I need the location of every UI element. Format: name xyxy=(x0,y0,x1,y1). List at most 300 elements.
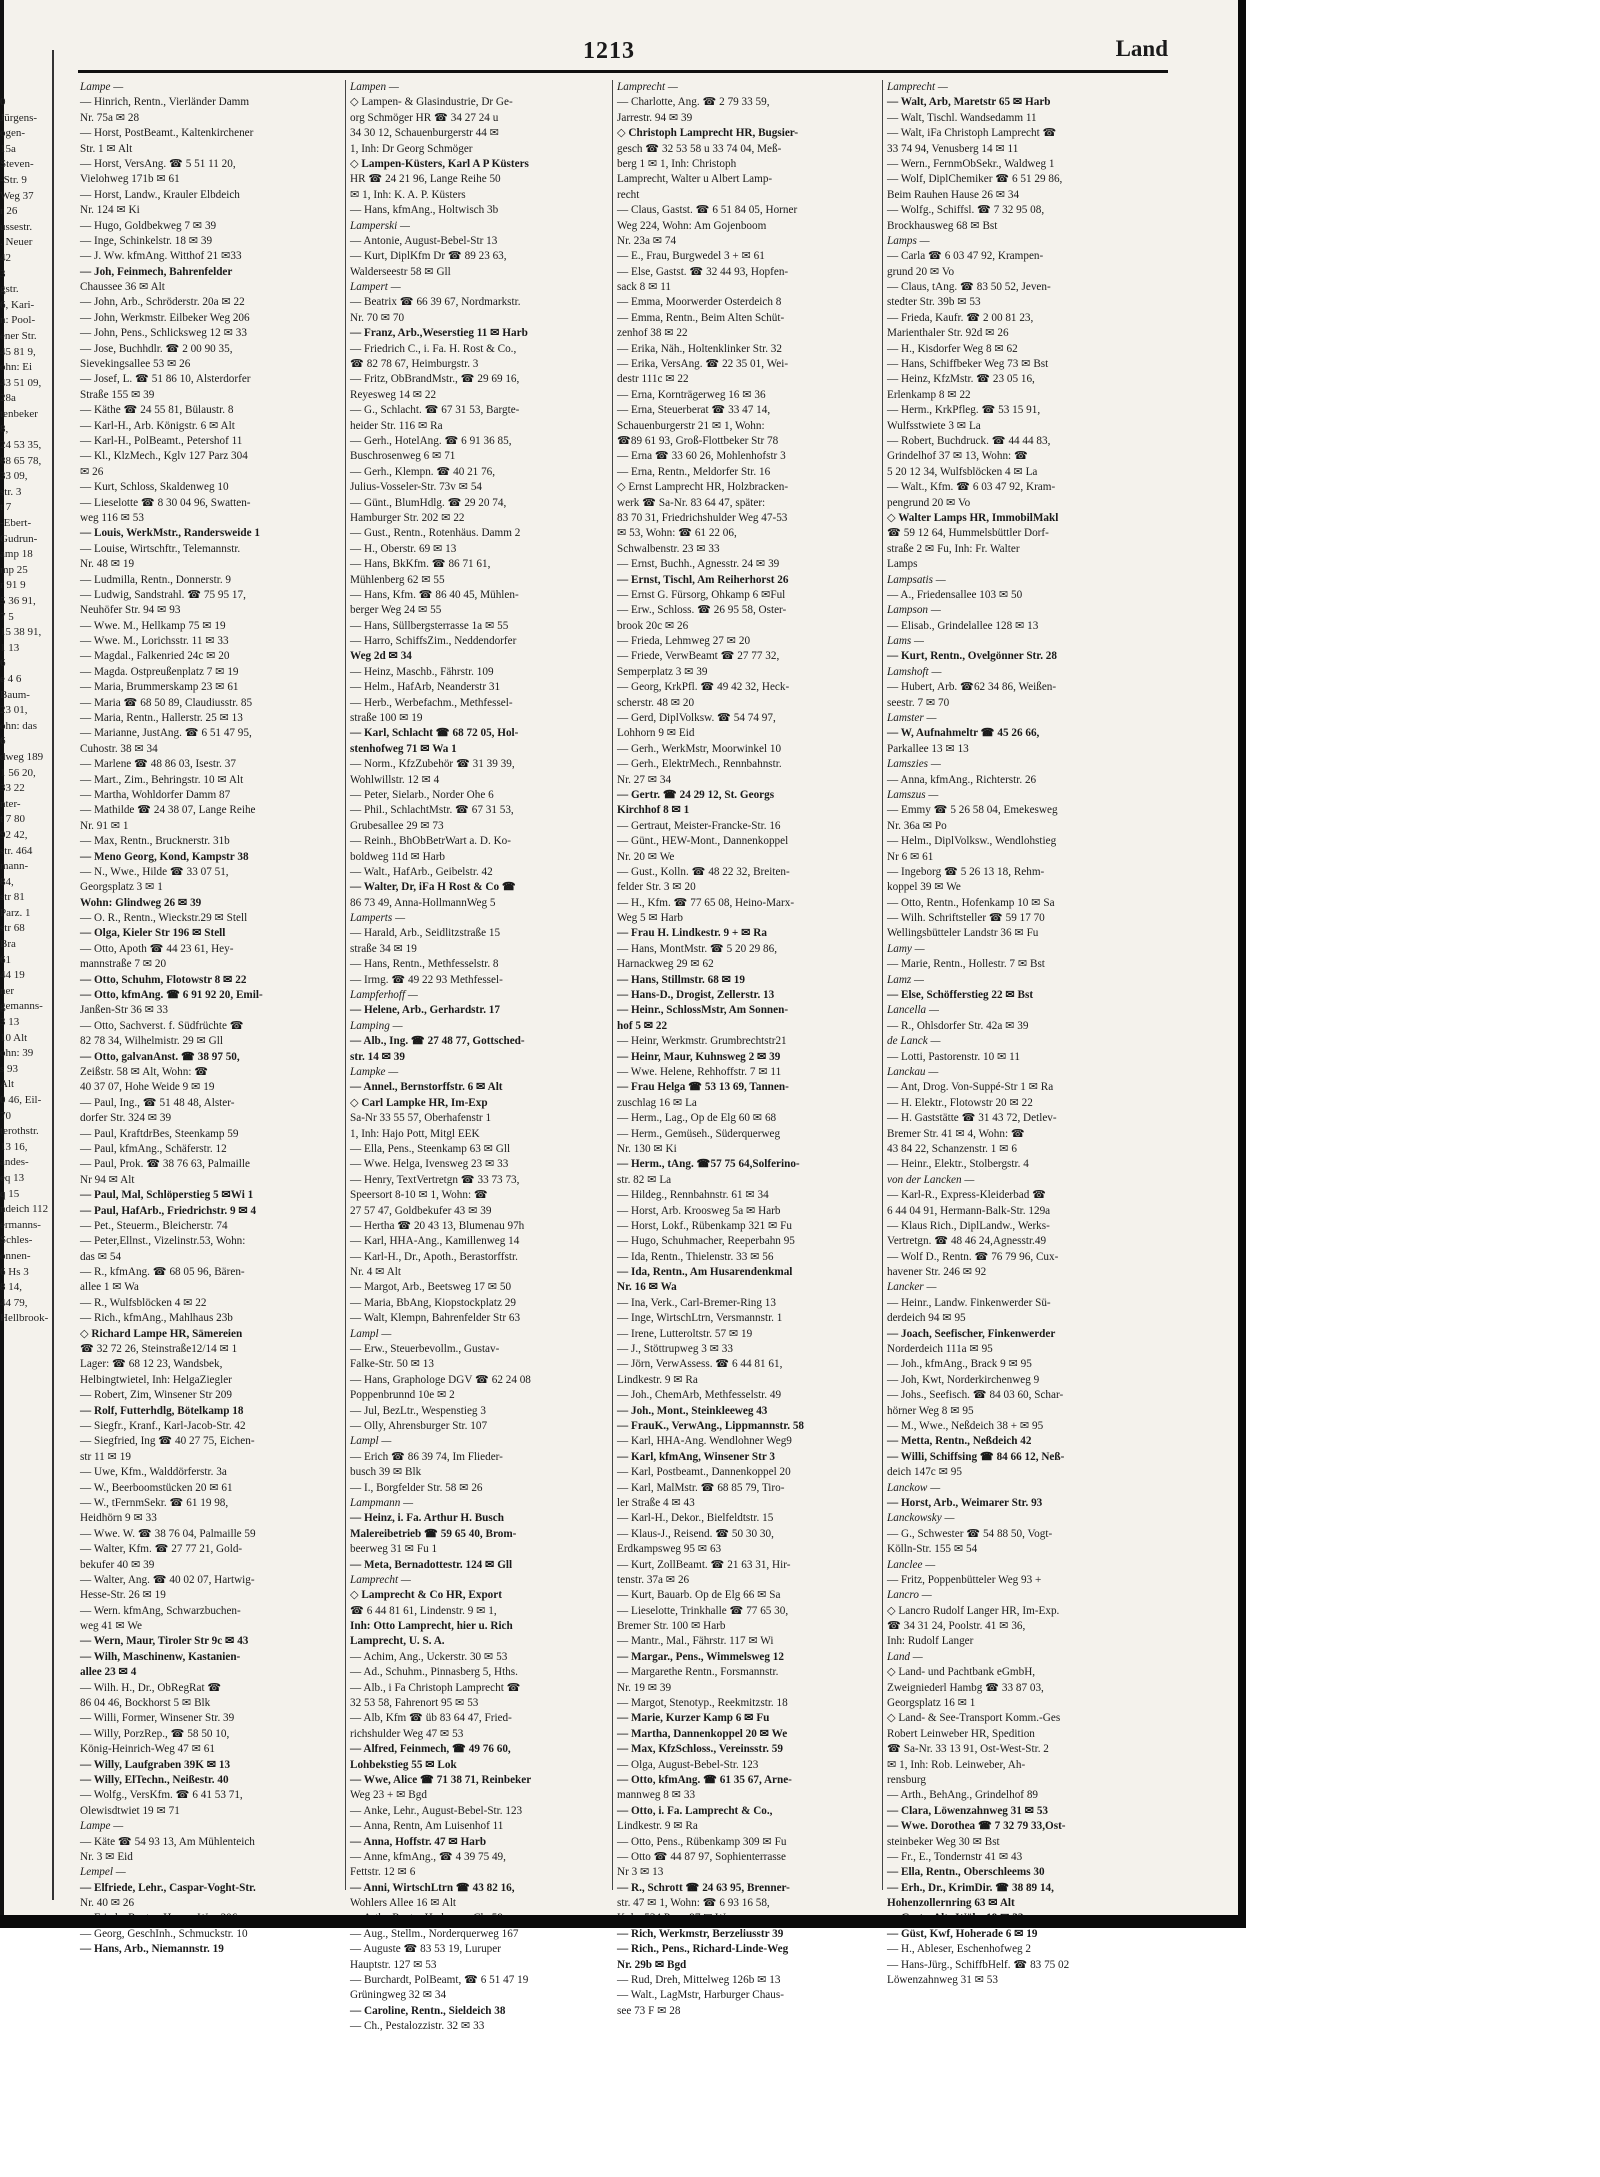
adjacent-fragment: Weg 37 xyxy=(0,189,34,202)
adjacent-fragment: 1 13 xyxy=(0,641,20,654)
directory-entry: — Wwe. M., Hellkamp 75 ✉ 19 xyxy=(80,619,226,632)
surname-heading: Lamszies — xyxy=(887,758,941,771)
directory-entry: — Anna, Hoffstr. 47 ✉ Harb xyxy=(350,1835,487,1848)
directory-entry: — Günt., BlumHdlg. ☎ 29 20 74, xyxy=(350,496,507,509)
directory-entry: — Harald, Arb., Seidlitzstraße 15 xyxy=(350,927,501,940)
directory-entry: koppel 39 ✉ We xyxy=(887,881,961,894)
directory-entry: — Auguste ☎ 83 53 19, Luruper xyxy=(350,1943,501,1956)
adjacent-fragment: 70 xyxy=(0,1109,11,1122)
directory-entry: — Margot, Stenotyp., Reekmitzstr. 18 xyxy=(617,1697,788,1710)
directory-entry: — Joach, Seefischer, Finkenwerder xyxy=(887,1327,1056,1340)
directory-entry: — Hans-Jürg., SchiffbHelf. ☎ 83 75 02 xyxy=(887,1958,1070,1971)
directory-entry: Neuhöfer Str. 94 ✉ 93 xyxy=(80,604,181,617)
directory-entry: — Hans, Kfm. ☎ 86 40 45, Mühlen- xyxy=(350,588,519,601)
directory-entry: — Olga, Kieler Str 196 ✉ Stell xyxy=(80,927,226,940)
directory-entry: — Irmg. ☎ 49 22 93 Methfessel- xyxy=(350,973,503,986)
directory-entry: — Marie, Rentn., Hollestr. 7 ✉ Bst xyxy=(887,958,1045,971)
directory-entry: — Ludmilla, Rentn., Donnerstr. 9 xyxy=(80,573,232,586)
directory-entry: Nr 3 ✉ 13 xyxy=(617,1866,664,1879)
directory-entry: — Horst, Arb., Weimarer Str. 93 xyxy=(887,1496,1043,1509)
surname-heading: von der Lancken — xyxy=(887,1173,975,1186)
directory-entry: — Wwe. Helene, Rehhoffstr. 7 ✉ 11 xyxy=(617,1066,782,1078)
directory-entry: bekufer 40 ✉ 39 xyxy=(80,1558,155,1571)
directory-entry: — Heinz, KfzMstr. ☎ 23 05 16, xyxy=(887,373,1035,386)
scan-border-right xyxy=(1238,0,1246,1928)
surname-heading: Lanckowsky — xyxy=(887,1512,955,1525)
directory-entry: Kirchhof 8 ✉ 1 xyxy=(617,804,690,817)
directory-entry: — Annel., Bernstorffstr. 6 ✉ Alt xyxy=(350,1081,503,1094)
directory-entry: — Erna ☎ 33 60 26, Mohlenhofstr 3 xyxy=(617,450,786,463)
directory-entry: Poppenbrunnd 10e ✉ 2 xyxy=(350,1389,455,1402)
directory-entry: Nr. 48 ✉ 19 xyxy=(80,558,135,571)
directory-entry: Sievekingsallee 53 ✉ 26 xyxy=(80,358,191,371)
surname-heading: Lampson — xyxy=(887,604,941,617)
directory-entry: 1, Inh: Dr Georg Schmöger xyxy=(350,142,473,155)
directory-entry: — Magda. Ostpreußenplatz 7 ✉ 19 xyxy=(80,665,239,678)
directory-entry: — Ida, Rentn., Am Husarendenkmal xyxy=(617,1266,793,1279)
adjacent-fragment: 1 56 20, xyxy=(0,766,36,779)
surname-heading: Lamps — xyxy=(887,234,930,247)
directory-entry: — Wolf D., Rentn. ☎ 76 79 96, Cux- xyxy=(887,1250,1059,1263)
surname-heading: Lamz — xyxy=(887,973,924,986)
adjacent-fragment: q 15 xyxy=(0,1187,20,1200)
directory-entry: deich 147c ✉ 95 xyxy=(887,1466,962,1479)
directory-entry: — Heinz, Maschb., Fährstr. 109 xyxy=(350,665,494,678)
directory-entry: — Karl-H., PolBeamt., Petershof 11 xyxy=(80,434,243,447)
directory-entry: — Willi, Former, Winsener Str. 39 xyxy=(80,1712,235,1725)
directory-entry: — Peter,Ellnst., Vizelinstr.53, Wohn: xyxy=(80,1235,246,1248)
directory-entry: Nr. 23a ✉ 74 xyxy=(617,234,677,247)
directory-entry: — Olga, August-Bebel-Str. 123 xyxy=(617,1758,759,1771)
directory-entry: zuschlag 16 ✉ La xyxy=(617,1096,697,1109)
directory-entry: — Claus, tAng. ☎ 83 50 52, Jeven- xyxy=(887,281,1051,294)
directory-entry: — Johs., Seefisch. ☎ 84 03 60, Schar- xyxy=(887,1389,1064,1402)
directory-entry: — Erh., Dr., KrimDir. ☎ 38 89 14, xyxy=(887,1881,1054,1894)
adjacent-fragment: str 81 xyxy=(0,891,25,904)
directory-entry: — Meta, Bernadottestr. 124 ✉ Gll xyxy=(350,1558,513,1571)
directory-entry: — Gerh., HotelAng. ☎ 6 91 36 85, xyxy=(350,434,512,447)
directory-entry: Lamprecht, Walter u Albert Lamp- xyxy=(617,173,773,186)
directory-entry: Schauenburgerstr 21 ✉ 1, Wohn: xyxy=(617,419,765,432)
directory-entry: — Beatrix ☎ 66 39 67, Nordmarkstr. xyxy=(350,296,521,309)
directory-entry: — Carla ☎ 6 03 47 92, Krampen- xyxy=(887,250,1044,263)
directory-entry: — Jul, BezLtr., Wespenstieg 3 xyxy=(350,1404,486,1417)
directory-entry: — Ida, Rentn., Thielenstr. 33 ✉ 56 xyxy=(617,1250,774,1263)
directory-entry: — Herb., Werbefachm., Methfessel- xyxy=(350,696,513,709)
directory-entry: — Arth., BehAng., Grindelhof 89 xyxy=(887,1789,1039,1802)
directory-entry: — Walter, Dr, iFa H Rost & Co ☎ xyxy=(350,881,516,894)
column-divider xyxy=(882,80,883,1890)
directory-entry: destr 111c ✉ 22 xyxy=(617,373,689,386)
directory-entry: Zeißstr. 58 ✉ Alt, Wohn: ☎ xyxy=(80,1066,209,1078)
directory-entry: 33 74 94, Venusberg 14 ✉ 11 xyxy=(887,142,1019,155)
directory-entry: — Kurt, Bauarb. Op de Elg 66 ✉ Sa xyxy=(617,1589,781,1602)
surname-heading: Lamprecht — xyxy=(617,81,678,93)
adjacent-fragment: Baum- xyxy=(0,688,30,701)
directory-entry: — Karl-H., Dr., Apoth., Berastorffstr. xyxy=(350,1250,518,1263)
adjacent-fragment: ener Str. xyxy=(0,329,37,342)
directory-entry: Buschrosenweg 6 ✉ 71 xyxy=(350,450,456,463)
directory-entry: — Heinr., Elektr., Stolbergstr. 4 xyxy=(887,1158,1029,1171)
directory-entry: — Phil., SchlachtMstr. ☎ 67 31 53, xyxy=(350,804,514,817)
directory-entry: Inh: Rudolf Langer xyxy=(887,1635,974,1648)
directory-entry: — Erika, VersAng. ☎ 22 35 01, Wei- xyxy=(617,358,789,371)
directory-entry: Chaussee 36 ✉ Alt xyxy=(80,281,165,294)
directory-entry: — Elfriede, Lehr., Caspar-Voght-Str. xyxy=(80,1881,256,1894)
directory-entry: — Karl-H., Arb. Königstr. 6 ✉ Alt xyxy=(80,419,235,432)
directory-entry: — Herm., Lag., Op de Elg 60 ✉ 68 xyxy=(617,1112,777,1125)
directory-entry: — Ella, Rentn., Oberschleems 30 xyxy=(887,1866,1045,1879)
directory-entry: Wohn: Glindweg 26 ✉ 39 xyxy=(80,896,202,909)
directory-entry: — Irene, Lutteroltstr. 57 ✉ 19 xyxy=(617,1327,753,1340)
directory-entry: — A., Friedensallee 103 ✉ 50 xyxy=(887,588,1023,601)
directory-entry: — Hildeg., Rennbahnstr. 61 ✉ 34 xyxy=(617,1189,769,1202)
directory-entry: — John, Arb., Schröderstr. 20a ✉ 22 xyxy=(80,296,245,309)
directory-entry: Nr. 20 ✉ We xyxy=(617,850,675,863)
directory-entry: — Ernst, Tischl, Am Reiherhorst 26 xyxy=(617,573,789,586)
directory-entry: — Klaus Rich., DiplLandw., Werks- xyxy=(887,1219,1050,1232)
adjacent-fragment: 15a xyxy=(0,142,16,155)
directory-entry: ◇ Carl Lampke HR, Im-Exp xyxy=(350,1096,488,1109)
directory-entry: — M., Wwe., Neßdeich 38 + ✉ 95 xyxy=(887,1419,1044,1432)
adjacent-fragment: str. 464 xyxy=(0,844,33,857)
directory-entry: felder Str. 3 ✉ 20 xyxy=(617,881,696,894)
directory-entry: Nr. 130 ✉ Ki xyxy=(617,1142,677,1155)
directory-entry: Sa-Nr 33 55 57, Oberhafenstr 1 xyxy=(350,1112,492,1125)
directory-entry: — Willi, Schiffsing ☎ 84 66 12, Neß- xyxy=(887,1450,1065,1463)
directory-entry: — R., Ohlsdorfer Str. 42a ✉ 39 xyxy=(887,1019,1029,1032)
directory-entry: Fettstr. 12 ✉ 6 xyxy=(350,1866,416,1879)
directory-entry: — Louis, WerkMstr., Randersweide 1 xyxy=(80,527,260,540)
directory-entry: Heidhörn 9 ✉ 33 xyxy=(80,1512,157,1525)
directory-entry: Nr. 16 ✉ Wa xyxy=(617,1281,677,1294)
surname-heading: Lamy — xyxy=(887,942,925,955)
directory-entry: — Franz, Arb.,Weserstieg 11 ✉ Harb xyxy=(350,327,528,340)
directory-entry: — Robert, Zim, Winsener Str 209 xyxy=(80,1389,232,1402)
directory-entry: Hauptstr. 127 ✉ 53 xyxy=(350,1958,437,1971)
directory-entry: ✉ 1, Inh: K. A. P. Küsters xyxy=(350,188,466,201)
adjacent-fragment: mann- xyxy=(0,860,29,873)
adjacent-fragment: ohn: 39 xyxy=(0,1047,34,1060)
adjacent-fragment: tenbeker xyxy=(0,407,38,420)
adjacent-fragment: eq 13 xyxy=(0,1171,25,1184)
directory-entry: — Margot, Arb., Beetsweg 17 ✉ 50 xyxy=(350,1281,512,1294)
adjacent-fragment: 6 xyxy=(0,735,6,748)
directory-entry: — Wilh. H., Dr., ObRegRat ☎ xyxy=(80,1681,222,1694)
directory-entry: allee 1 ✉ Wa xyxy=(80,1281,139,1294)
directory-entry: — Otto ☎ 44 87 97, Sophienterrasse xyxy=(617,1850,786,1863)
directory-entry: Brockhausweg 68 ✉ Bst xyxy=(887,219,998,232)
directory-entry: ◇ Walter Lamps HR, ImmobilMakl xyxy=(887,511,1059,524)
directory-entry: rensburg xyxy=(887,1773,926,1786)
directory-entry: — W., tFernmSekr. ☎ 61 19 98, xyxy=(80,1496,229,1509)
directory-entry: ☎ Sa-Nr. 33 13 91, Ost-West-Str. 2 xyxy=(887,1743,1049,1756)
directory-entry: ☎ 6 44 81 61, Lindenstr. 9 ✉ 1, xyxy=(350,1604,497,1617)
directory-entry: — Wwe. W. ☎ 38 76 04, Palmaille 59 xyxy=(80,1527,256,1540)
directory-entry: heider Str. 116 ✉ Ra xyxy=(350,419,443,432)
directory-entry: — Clara, Löwenzahnweg 31 ✉ 53 xyxy=(887,1804,1049,1817)
column-divider xyxy=(612,80,613,1890)
adjacent-fragment: 92 42, xyxy=(0,828,28,841)
directory-entry: — R., kfmAng. ☎ 68 05 96, Bären- xyxy=(80,1266,245,1279)
adjacent-page-fragments xyxy=(0,95,54,1905)
directory-entry: 6 44 04 91, Hermann-Balk-Str. 129a xyxy=(887,1204,1051,1217)
directory-entry: Wohlers Allee 16 ✉ Alt xyxy=(350,1897,457,1910)
directory-entry: Nr. 91 ✉ 1 xyxy=(80,819,129,832)
surname-heading: Lanclee — xyxy=(887,1558,936,1571)
directory-entry: — Otto, Rentn., Hofenkamp 10 ✉ Sa xyxy=(887,896,1055,909)
directory-entry: berger Weg 24 ✉ 55 xyxy=(350,604,442,617)
directory-entry: Falke-Str. 50 ✉ 13 xyxy=(350,1358,434,1371)
directory-entry: Nr. 124 ✉ Ki xyxy=(80,204,140,217)
directory-entry: — Horst, PostBeamt., Kaltenkirchener xyxy=(80,127,254,140)
directory-entry: — Martha, Wohldorfer Damm 87 xyxy=(80,788,231,801)
directory-entry: — Friedrich C., i. Fa. H. Rost & Co., xyxy=(350,342,517,355)
directory-entry: — Anni, WirtschLtrn ☎ 43 82 16, xyxy=(350,1881,515,1894)
directory-entry: — Paul, Ing., ☎ 51 48 48, Alster- xyxy=(80,1096,235,1109)
adjacent-fragment: 7 5 xyxy=(0,610,14,623)
directory-entry: allee 23 ✉ 4 xyxy=(80,1666,137,1679)
directory-entry: Wulfsstwiete 3 ✉ La xyxy=(887,419,981,432)
adjacent-fragment: 13 16, xyxy=(0,1140,28,1153)
directory-entry: Nr. 27 ✉ 34 xyxy=(617,773,672,786)
directory-entry: — Louise, Wirtschftr., Telemannstr. xyxy=(80,542,241,555)
directory-entry: — Willy, Laufgraben 39K ✉ 13 xyxy=(80,1758,231,1771)
adjacent-fragment: str 68 xyxy=(0,922,25,935)
directory-entry: — Charlotte, Ang. ☎ 2 79 33 59, xyxy=(617,96,770,109)
directory-entry: — Klaus-J., Reisend. ☎ 50 30 30, xyxy=(617,1527,774,1540)
directory-entry: — Max, KfzSchloss., Vereinsstr. 59 xyxy=(617,1743,783,1756)
adjacent-fragment: gstr. xyxy=(0,283,19,296)
surname-heading: Lancro — xyxy=(887,1589,932,1602)
directory-entry: — Emmy ☎ 5 26 58 04, Emekesweg xyxy=(887,804,1058,817)
directory-entry: — Otto, Pens., Rübenkamp 309 ✉ Fu xyxy=(617,1835,787,1848)
surname-heading: Lampen — xyxy=(350,81,399,93)
directory-entry: brook 20c ✉ 26 xyxy=(617,619,689,632)
directory-entry: — Karl, MalMstr. ☎ 68 85 79, Tiro- xyxy=(617,1481,785,1494)
directory-entry: — Gust., Rentn., Rotenhäus. Damm 2 xyxy=(350,527,521,540)
directory-entry: ◇ Ernst Lamprecht HR, Holzbracken- xyxy=(617,481,789,494)
directory-entry: ✉ 26 xyxy=(80,465,104,478)
adjacent-fragment: ermanns- xyxy=(0,1218,41,1231)
adjacent-fragment: 42 xyxy=(0,251,11,264)
directory-entry: — Maria, BbAng, Kiopstockplatz 29 xyxy=(350,1296,516,1309)
directory-entry: zenhof 38 ✉ 22 xyxy=(617,327,688,340)
page-header xyxy=(78,30,1168,74)
directory-entry: mannweg 8 ✉ 33 xyxy=(617,1789,696,1802)
directory-entry: — Marlene ☎ 48 86 03, Isestr. 37 xyxy=(80,758,236,771)
directory-entry: — Lotti, Pastorenstr. 10 ✉ 11 xyxy=(887,1050,1020,1063)
directory-entry: — Gerd, DiplVolksw. ☎ 54 74 97, xyxy=(617,712,776,725)
directory-entry: Lamps xyxy=(887,558,918,571)
directory-entry: — Anne, kfmAng., ☎ 4 39 75 49, xyxy=(350,1850,506,1863)
directory-entry: — Jose, Buchhdlr. ☎ 2 00 90 35, xyxy=(80,342,233,355)
directory-entry: — Herm., Gemüseh., Süderquerweg xyxy=(617,1127,781,1140)
directory-entry: ◇ Lancro Rudolf Langer HR, Im-Exp. xyxy=(887,1604,1060,1617)
directory-entry: — Burchardt, PolBeamt, ☎ 6 51 47 19 xyxy=(350,1974,529,1987)
directory-entry: ☎ 32 72 26, Steinstraße12/14 ✉ 1 xyxy=(80,1343,238,1356)
directory-entry: — Gerh., ElektrMech., Rennbahnstr. xyxy=(617,758,782,771)
adjacent-fragment: 33 22 xyxy=(0,782,25,795)
directory-entry: derdeich 94 ✉ 95 xyxy=(887,1312,966,1325)
directory-entry: — Gerh., WerkMstr, Moorwinkel 10 xyxy=(617,742,782,755)
directory-entry: — Paul, KraftdrBes, Steenkamp 59 xyxy=(80,1127,239,1140)
directory-entry: — Alb., Ing. ☎ 27 48 77, Gottsched- xyxy=(350,1035,525,1048)
directory-entry: — Margarethe Rentn., Forsmannstr. xyxy=(617,1666,779,1679)
directory-entry: — Hans, MontMstr. ☎ 5 20 29 86, xyxy=(617,942,778,955)
directory-entry: Malereibetrieb ☎ 59 65 40, Brom- xyxy=(350,1527,517,1540)
directory-column-1 xyxy=(80,80,340,1956)
directory-entry: 86 73 49, Anna-HollmannWeg 5 xyxy=(350,896,496,909)
directory-entry: — Hans, Rentn., Methfesselstr. 8 xyxy=(350,958,499,971)
directory-entry: — Wolf, DiplChemiker ☎ 6 51 29 86, xyxy=(887,173,1063,186)
adjacent-fragment: Hellbrook- xyxy=(0,1312,49,1325)
adjacent-fragment: 45 81 9, xyxy=(0,345,36,358)
directory-entry: — Anna, kfmAng., Richterstr. 26 xyxy=(887,773,1037,786)
directory-entry: das ✉ 54 xyxy=(80,1250,122,1263)
directory-entry: ☎ 82 78 67, Heimburgstr. 3 xyxy=(350,358,479,371)
directory-entry: — Horst, Landw., Krauler Elbdeich xyxy=(80,188,240,201)
directory-entry: Wohlwillstr. 12 ✉ 4 xyxy=(350,773,440,786)
directory-entry: — Otto, i. Fa. Lamprecht & Co., xyxy=(617,1804,773,1817)
directory-entry: — Hans, Stillmstr. 68 ✉ 19 xyxy=(617,973,745,986)
directory-entry: — Harro, SchiffsZim., Neddendorfer xyxy=(350,635,517,648)
surname-heading: Lampe — xyxy=(80,81,124,93)
directory-entry: — Henry, TextVertretgn ☎ 33 73 73, xyxy=(350,1173,520,1186)
directory-entry: Reyesweg 14 ✉ 22 xyxy=(350,388,437,401)
directory-entry: — Joh, Feinmech, Bahrenfelder xyxy=(80,265,233,278)
directory-entry: Vielohweg 171b ✉ 61 xyxy=(80,173,180,186)
directory-entry: — Ingeborg ☎ 5 26 13 18, Rehm- xyxy=(887,865,1045,878)
adjacent-fragment: r 91 9 xyxy=(0,579,26,592)
adjacent-fragment: 3 xyxy=(0,267,6,280)
adjacent-fragment: onnen- xyxy=(0,1249,31,1262)
directory-entry: Bremer Str. 100 ✉ Harb xyxy=(617,1620,726,1633)
scan-border-bottom xyxy=(0,1915,1245,1928)
directory-entry: — J., Stöttrupweg 3 ✉ 33 xyxy=(617,1343,733,1356)
directory-entry: — Anna, Rentn, Am Luisenhof 11 xyxy=(350,1820,504,1833)
directory-entry: — Joh., kfmAng., Brack 9 ✉ 95 xyxy=(887,1358,1032,1371)
surname-heading: Lampe — xyxy=(80,1820,124,1833)
directory-entry: — FrauK., VerwAng., Lippmannstr. 58 xyxy=(617,1419,805,1432)
surname-heading: Lanckow — xyxy=(887,1481,941,1494)
directory-entry: ☎ 34 31 24, Poolstr. 41 ✉ 36, xyxy=(887,1620,1026,1633)
directory-entry: 40 37 07, Hohe Weide 9 ✉ 19 xyxy=(80,1081,215,1094)
directory-entry: HR ☎ 24 21 96, Lange Reihe 50 xyxy=(350,173,501,186)
adjacent-fragment: terothstr. xyxy=(0,1125,39,1138)
surname-heading: Lams — xyxy=(887,635,924,648)
directory-entry: — Olly, Ahrensburger Str. 107 xyxy=(350,1419,488,1432)
directory-entry: Erlenkamp 8 ✉ 22 xyxy=(887,388,971,401)
directory-entry: — John, Werkmstr. Eilbeker Weg 206 xyxy=(80,311,250,324)
directory-entry: König-Heinrich-Weg 47 ✉ 61 xyxy=(80,1743,215,1756)
directory-entry: — H. Elektr., Flotowstr 20 ✉ 22 xyxy=(887,1096,1033,1109)
directory-entry: Speersort 8-10 ✉ 1, Wohn: ☎ xyxy=(350,1189,488,1202)
directory-entry: — H., Kisdorfer Weg 8 ✉ 62 xyxy=(887,342,1018,355)
directory-entry: — Josef, L. ☎ 51 86 10, Alsterdorfer xyxy=(80,373,251,386)
directory-entry: scherstr. 48 ✉ 20 xyxy=(617,696,695,709)
directory-entry: Georgsplatz 16 ✉ 1 xyxy=(887,1697,976,1710)
directory-entry: Hohenzollernring 63 ✉ Alt xyxy=(887,1897,1015,1910)
directory-entry: — Horst, Arb. Kroosweg 5a ✉ Harb xyxy=(617,1204,781,1217)
adjacent-fragment: Jürgens- xyxy=(0,111,38,124)
directory-entry: Hesse-Str. 26 ✉ 19 xyxy=(80,1589,166,1602)
directory-entry: straße 100 ✉ 19 xyxy=(350,712,423,725)
surname-heading: Lampsatis — xyxy=(887,573,946,586)
directory-entry: — Meno Georg, Kond, Kampstr 38 xyxy=(80,850,249,863)
directory-entry: — Martha, Dannenkoppel 20 ✉ We xyxy=(617,1727,788,1740)
directory-entry: — Fr., E., Tondernstr 41 ✉ 43 xyxy=(887,1850,1023,1863)
directory-entry: Grubesallee 29 ✉ 73 xyxy=(350,819,444,832)
directory-entry: Grüningweg 32 ✉ 34 xyxy=(350,1989,447,2002)
directory-entry: beerweg 31 ✉ Fu 1 xyxy=(350,1543,438,1556)
directory-entry: — Walt, Tischl. Wandsedamm 11 xyxy=(887,111,1037,124)
directory-entry: — N., Wwe., Hilde ☎ 33 07 51, xyxy=(80,865,229,878)
directory-entry: Robert Leinweber HR, Spedition xyxy=(887,1727,1035,1740)
surname-heading: Lampl — xyxy=(350,1435,392,1448)
adjacent-fragment: 3 13 xyxy=(0,1016,20,1029)
adjacent-fragment: n: Pool- xyxy=(0,314,36,327)
directory-entry: straße 34 ✉ 19 xyxy=(350,942,417,955)
directory-entry: — Marie, Kurzer Kamp 6 ✉ Fu xyxy=(617,1712,770,1725)
directory-entry: — Walt, iFa Christoph Lamprecht ☎ xyxy=(887,127,1057,140)
directory-entry: ◇ Lampen-Küsters, Karl A P Küsters xyxy=(350,157,529,170)
directory-entry: — Willy, PorzRep., ☎ 58 50 10, xyxy=(80,1727,230,1740)
directory-entry: seestr. 7 ✉ 70 xyxy=(887,696,950,709)
directory-entry: str. 82 ✉ La xyxy=(617,1173,672,1186)
directory-entry: — Robert, Buchdruck. ☎ 44 44 83, xyxy=(887,434,1051,447)
directory-entry: — Helene, Arb., Gerhardstr. 17 xyxy=(350,1004,500,1017)
directory-entry: — Emma, Moorwerder Osterdeich 8 xyxy=(617,296,782,309)
adjacent-fragment: . Neuer xyxy=(0,236,33,249)
directory-entry: — Karl-H., Dekor., Bielfeldtstr. 15 xyxy=(617,1512,774,1525)
directory-entry: — Karl, HHA-Ang., Kamillenweg 14 xyxy=(350,1235,520,1248)
adjacent-fragment: 28a xyxy=(0,392,16,405)
directory-entry: — Hans-D., Drogist, Zellerstr. 13 xyxy=(617,989,775,1002)
directory-entry: Marienthaler Str. 92d ✉ 26 xyxy=(887,327,1009,340)
directory-entry: mannstraße 7 ✉ 20 xyxy=(80,958,167,971)
directory-entry: — Rich, Werkmstr, Berzeliusstr 39 xyxy=(617,1927,784,1940)
directory-entry: Jarrestr. 94 ✉ 39 xyxy=(617,111,693,124)
directory-entry: Bremer Str. 41 ✉ 4, Wohn: ☎ xyxy=(887,1127,1025,1140)
directory-column-2 xyxy=(350,80,610,2033)
directory-entry: — Peter, Sielarb., Norder Ohe 6 xyxy=(350,788,494,801)
directory-entry: Olewisdtwiet 19 ✉ 71 xyxy=(80,1804,180,1817)
directory-entry: — Siegfried, Ing ☎ 40 27 75, Eichen- xyxy=(80,1435,255,1448)
adjacent-fragment: 0 46, Eil- xyxy=(0,1094,42,1106)
directory-entry: — Ella, Pens., Steenkamp 63 ✉ Gll xyxy=(350,1142,511,1155)
surname-heading: Lampert — xyxy=(350,281,401,294)
directory-entry: — John, Pens., Schlicksweg 12 ✉ 33 xyxy=(80,327,247,340)
directory-entry: — Fritz, ObBrandMstr., ☎ 29 69 16, xyxy=(350,373,520,386)
directory-entry: — Ina, Verk., Carl-Bremer-Ring 13 xyxy=(617,1296,776,1309)
directory-entry: — Wilh. Schriftsteller ☎ 59 17 70 xyxy=(887,912,1045,925)
directory-entry: stenhofweg 71 ✉ Wa 1 xyxy=(350,742,457,755)
directory-entry: — Karl-R., Express-Kleiderbad ☎ xyxy=(887,1189,1047,1202)
directory-entry: — Rich., kfmAng., Mahlhaus 23b xyxy=(80,1312,233,1325)
adjacent-fragment: 8, xyxy=(0,423,9,436)
directory-entry: — Rich., Pens., Richard-Linde-Weg xyxy=(617,1943,789,1956)
surname-heading: Lancella — xyxy=(887,1004,939,1017)
directory-entry: Nr. 3 ✉ Eid xyxy=(80,1850,133,1863)
directory-entry: — Erw., Steuerbevollm., Gustav- xyxy=(350,1343,500,1356)
column-divider xyxy=(345,80,346,1890)
adjacent-fragment: Bra xyxy=(0,938,16,951)
directory-entry: 43 84 22, Schanzenstr. 1 ✉ 6 xyxy=(887,1142,1017,1155)
directory-entry: — Erw., Schloss. ☎ 26 95 58, Oster- xyxy=(617,604,787,617)
directory-entry: — I., Borgfelder Str. 58 ✉ 26 xyxy=(350,1481,483,1494)
directory-entry: — Rud, Dreh, Mittelweg 126b ✉ 13 xyxy=(617,1974,781,1987)
